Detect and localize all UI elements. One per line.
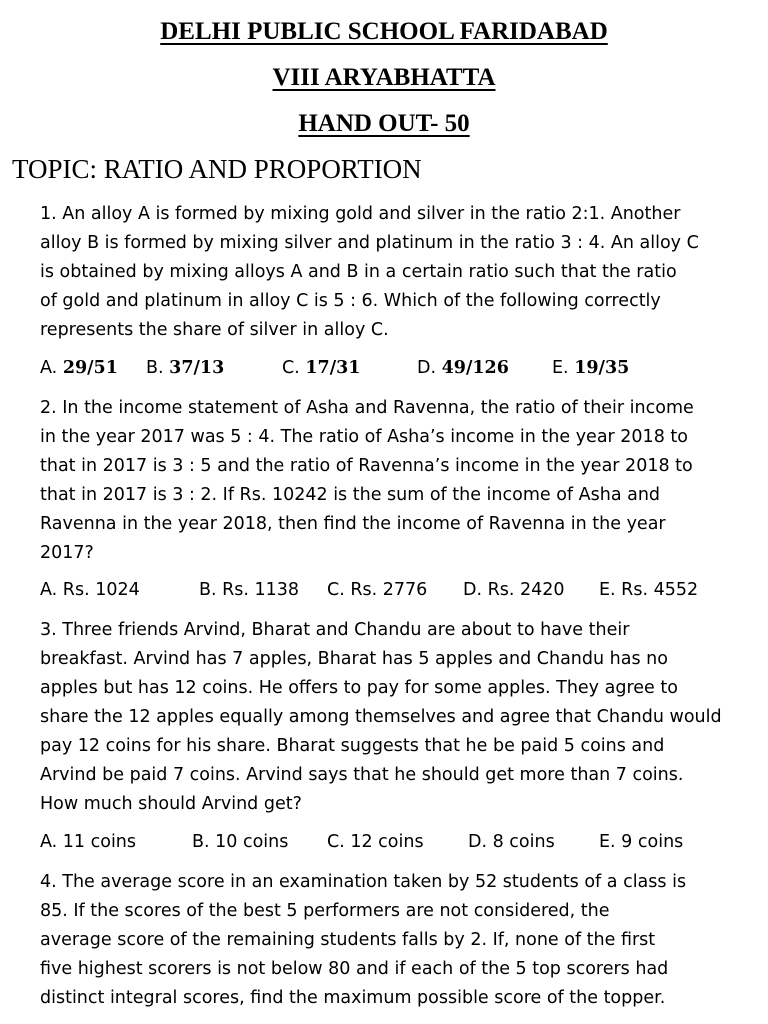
question-1-line-1: 1. An alloy A is formed by mixing gold and silver in the ratio 2:1. Another [40, 204, 681, 224]
question-1-line-3: is obtained by mixing alloys A and B in a certain ratio such that the ratio [40, 262, 677, 282]
question-3-line-5: pay 12 coins for his share. Bharat suggests that he be paid 5 coins and [40, 736, 665, 756]
question-3-option-b: B. 10 coins [192, 832, 289, 852]
option-value: 29/51 [62, 358, 118, 378]
question-1-line-5: represents the share of silver in alloy C. [40, 320, 389, 340]
question-3-option-c: C. 12 coins [327, 832, 424, 852]
question-4-line-5: distinct integral scores, find the maximum possible score of the topper. [40, 988, 666, 1008]
question-2-option-c: C. Rs. 2776 [327, 580, 428, 600]
option-letter: A. [40, 358, 58, 378]
option-value: 37/13 [169, 358, 225, 378]
question-4-line-1: 4. The average score in an examination taken by 52 students of a class is [40, 872, 687, 892]
question-2-line-6: 2017? [40, 543, 94, 563]
question-1-line-2: alloy B is formed by mixing silver and platinum in the ratio 3 : 4. An alloy C [40, 233, 699, 253]
question-4-line-4: five highest scorers is not below 80 and if each of the 5 top scorers had [40, 959, 669, 979]
question-2-line-1: 2. In the income statement of Asha and Ravenna, the ratio of their income [40, 398, 694, 418]
question-3-line-6: Arvind be paid 7 coins. Arvind says that he should get more than 7 coins. [40, 765, 684, 785]
question-3-option-d: D. 8 coins [468, 832, 555, 852]
question-2-option-d: D. Rs. 2420 [463, 580, 565, 600]
question-3-option-e: E. 9 coins [599, 832, 684, 852]
question-2-line-2: in the year 2017 was 5 : 4. The ratio of Asha’s income in the year 2018 to [40, 427, 688, 447]
option-value: 17/31 [305, 358, 361, 378]
question-1-option-b [146, 358, 224, 378]
question-4-line-3: average score of the remaining students falls by 2. If, none of the first [40, 930, 656, 950]
question-2-option-b: B. Rs. 1138 [199, 580, 300, 600]
option-letter: E. [552, 358, 569, 378]
question-3-option-a: A. 11 coins [40, 832, 137, 852]
option-letter: D. [417, 358, 437, 378]
question-3-line-4: share the 12 apples equally among themselves and agree that Chandu would [40, 707, 722, 727]
question-1-option-c [282, 358, 360, 378]
question-2-option-e: E. Rs. 4552 [599, 580, 699, 600]
topic-heading: TOPIC: RATIO AND PROPORTION [12, 154, 422, 184]
question-1-option-e [552, 358, 629, 378]
question-2-line-5: Ravenna in the year 2018, then find the income of Ravenna in the year [40, 514, 666, 534]
class-name: VIII ARYABHATTA [272, 64, 496, 91]
question-4-line-2: 85. If the scores of the best 5 performers are not considered, the [40, 901, 610, 921]
option-value: 49/126 [441, 358, 509, 378]
question-2-line-3: that in 2017 is 3 : 5 and the ratio of Ravenna’s income in the year 2018 to [40, 456, 693, 476]
option-letter: B. [146, 358, 164, 378]
option-value: 19/35 [574, 358, 630, 378]
question-3-line-2: breakfast. Arvind has 7 apples, Bharat has 5 apples and Chandu has no [40, 649, 668, 669]
question-2-option-a: A. Rs. 1024 [40, 580, 140, 600]
school-name: DELHI PUBLIC SCHOOL FARIDABAD [160, 18, 608, 45]
question-1-option-d [417, 358, 509, 378]
question-3-line-3: apples but has 12 coins. He offers to pay for some apples. They agree to [40, 678, 678, 698]
question-2-line-4: that in 2017 is 3 : 2. If Rs. 10242 is the sum of the income of Asha and [40, 485, 661, 505]
question-1-option-a [40, 358, 118, 378]
question-3-line-1: 3. Three friends Arvind, Bharat and Chandu are about to have their [40, 620, 630, 640]
option-letter: C. [282, 358, 300, 378]
handout-title: HAND OUT- 50 [298, 110, 470, 137]
question-3-line-7: How much should Arvind get? [40, 794, 302, 814]
question-1-line-4: of gold and platinum in alloy C is 5 : 6. Which of the following correctly [40, 291, 661, 311]
